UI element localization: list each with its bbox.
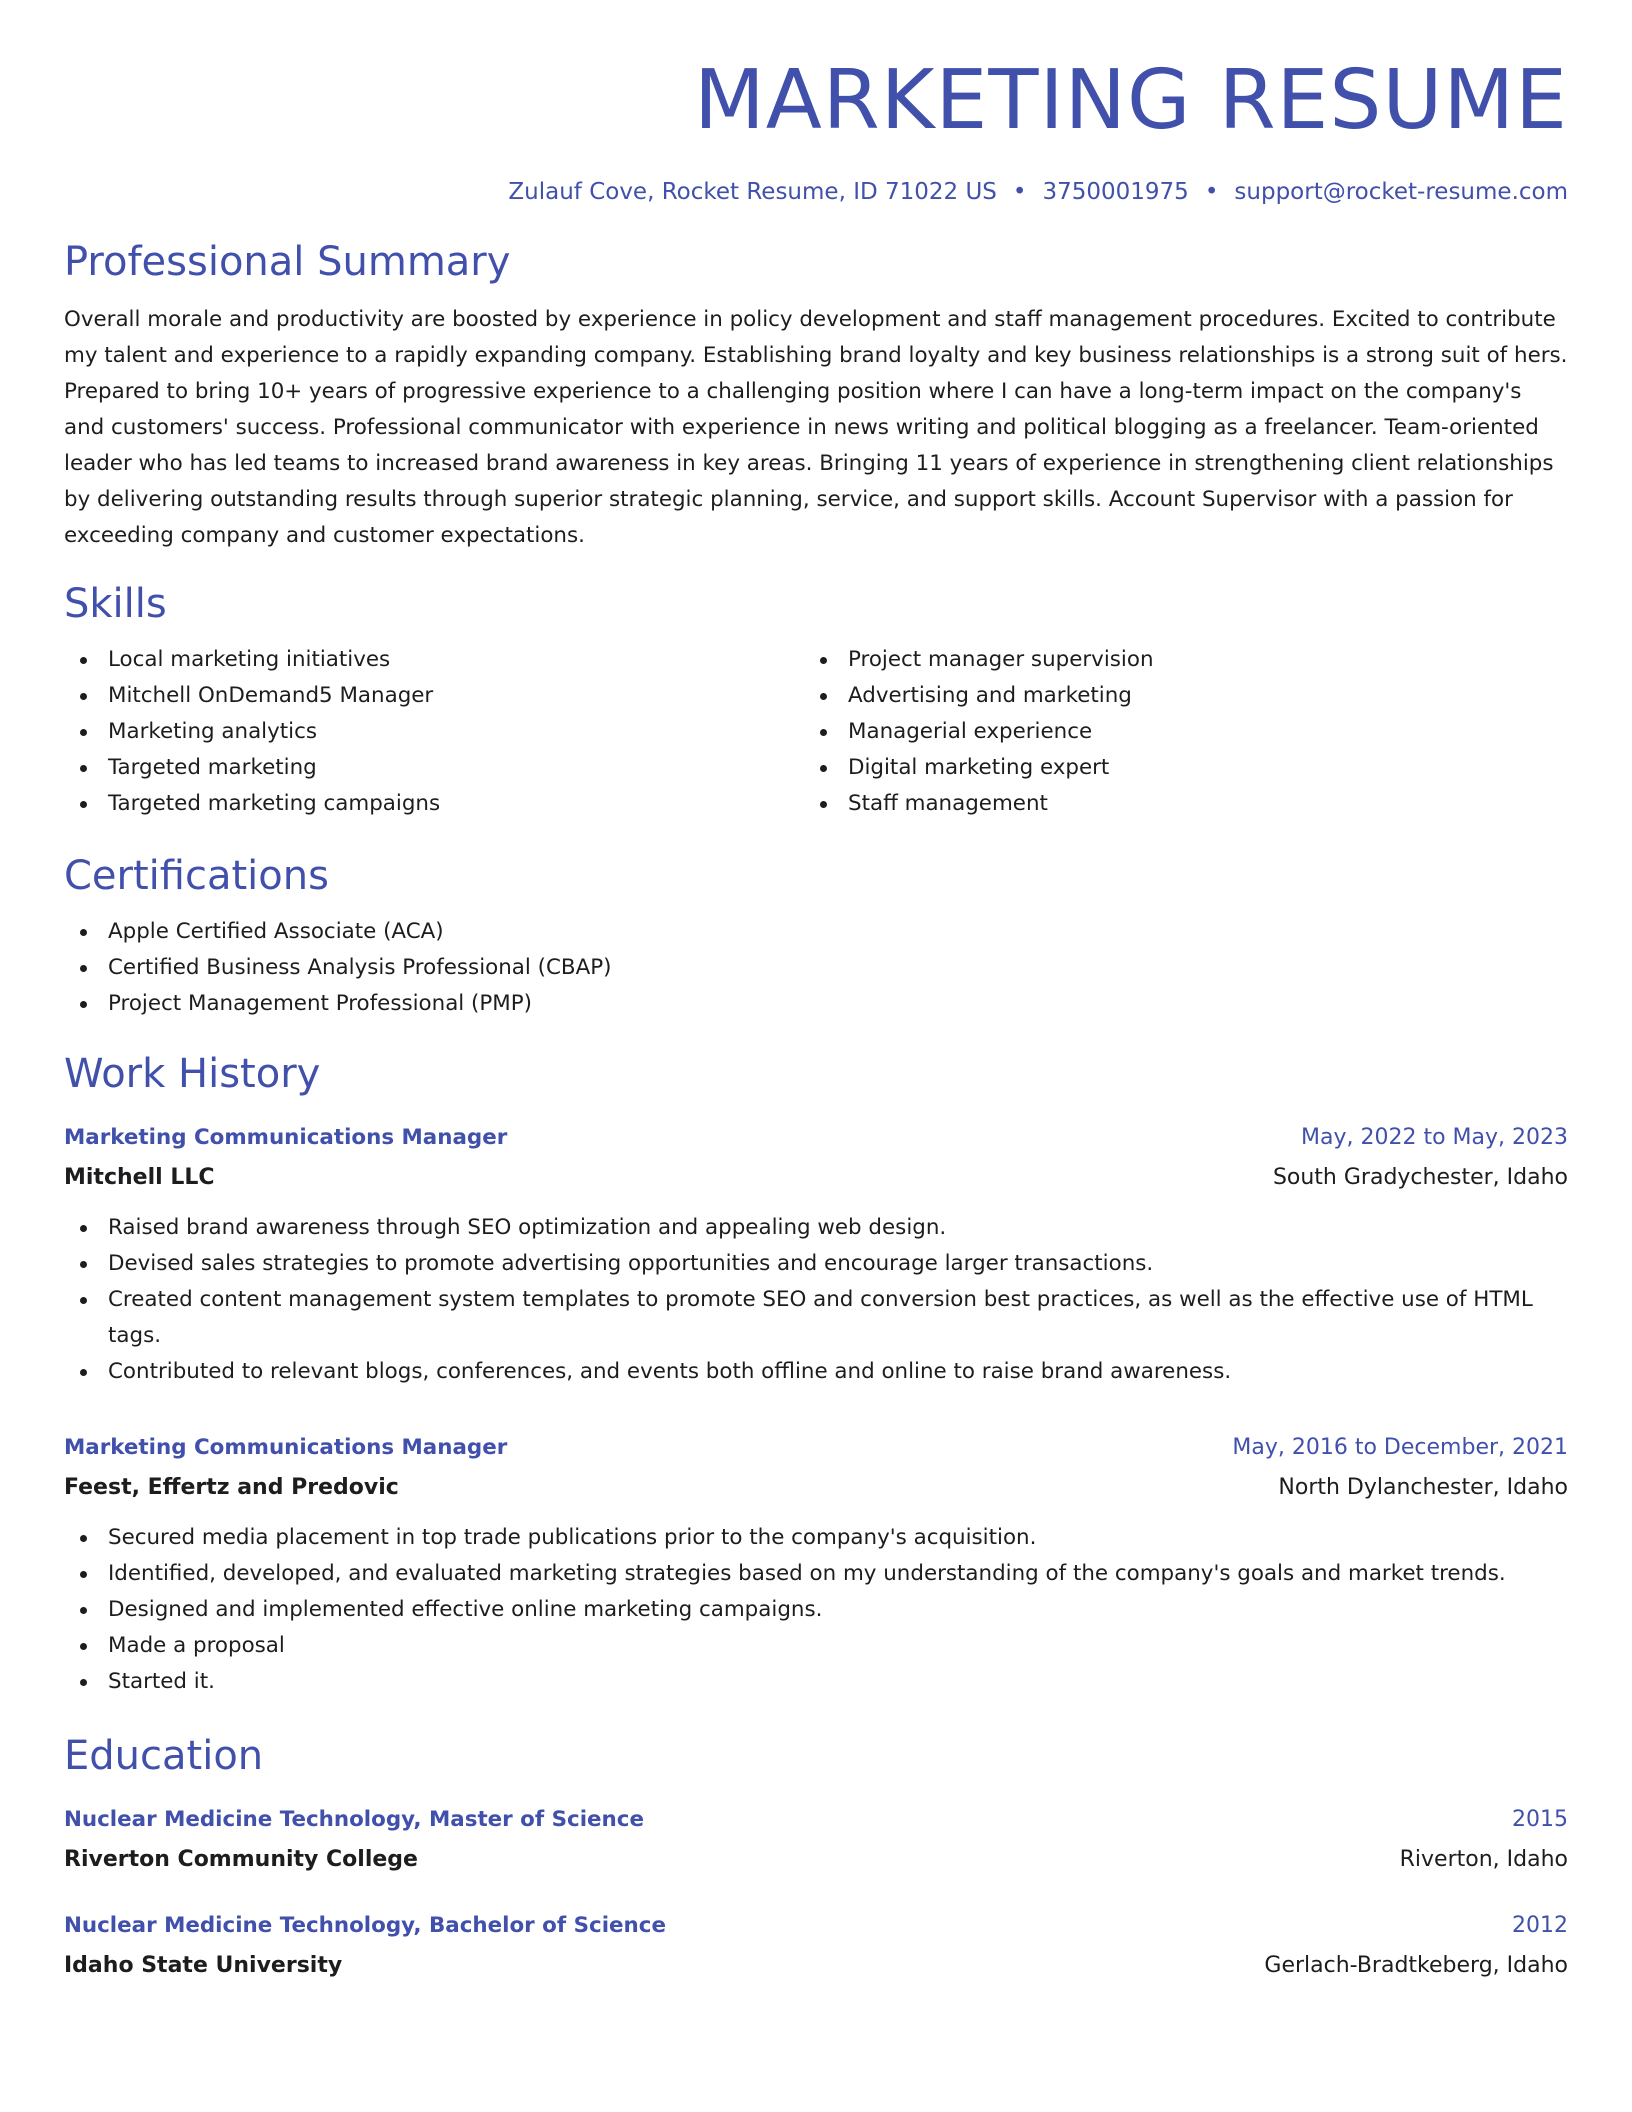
job-bullet: Designed and implemented effective online marketing campaigns. xyxy=(64,1592,1568,1628)
skill-item: Digital marketing expert xyxy=(804,750,1544,786)
certifications-list xyxy=(64,914,1568,1022)
education-school-row xyxy=(64,1944,1568,1984)
job-company: Feest, Effertz and Predovic xyxy=(64,1475,399,1500)
skills-column-right xyxy=(804,642,1544,822)
contact-separator: • xyxy=(1204,179,1219,205)
education-location: Riverton, Idaho xyxy=(1399,1847,1568,1872)
job-company-row xyxy=(64,1156,1568,1196)
education-school: Riverton Community College xyxy=(64,1847,418,1872)
skills-list-left xyxy=(64,642,804,822)
education-degree-row xyxy=(64,1908,1568,1944)
contact-address: Zulauf Cove, Rocket Resume, ID 71022 US xyxy=(508,179,997,205)
skill-item: Targeted marketing campaigns xyxy=(64,786,804,822)
resume-header xyxy=(64,52,1568,208)
job-company-row xyxy=(64,1466,1568,1506)
contact-separator: • xyxy=(1012,179,1027,205)
skills-heading: Skills xyxy=(64,581,167,627)
education-school-row xyxy=(64,1838,1568,1878)
education-degree: Nuclear Medicine Technology, Master of Science xyxy=(64,1807,644,1832)
contact-email[interactable]: support@rocket-resume.com xyxy=(1234,179,1568,205)
job-bullet: Raised brand awareness through SEO optimization and appealing web design. xyxy=(64,1210,1568,1246)
resume-title: MARKETING RESUME xyxy=(693,53,1568,148)
certification-item: Project Management Professional (PMP) xyxy=(64,986,1568,1022)
skill-item: Project manager supervision xyxy=(804,642,1544,678)
job-role: Marketing Communications Manager xyxy=(64,1435,508,1460)
job-bullet: Contributed to relevant blogs, conferences, and events both offline and online to raise brand awareness. xyxy=(64,1354,1568,1390)
education-year: 2015 xyxy=(1512,1807,1568,1832)
job-dates: May, 2022 to May, 2023 xyxy=(1301,1125,1568,1150)
skill-item: Advertising and marketing xyxy=(804,678,1544,714)
job-location: North Dylanchester, Idaho xyxy=(1278,1475,1568,1500)
job-dates: May, 2016 to December, 2021 xyxy=(1232,1435,1568,1460)
skills-grid xyxy=(64,642,1568,822)
skill-item: Mitchell OnDemand5 Manager xyxy=(64,678,804,714)
skill-item: Staff management xyxy=(804,786,1544,822)
job-entry xyxy=(64,1430,1568,1700)
education-year: 2012 xyxy=(1512,1913,1568,1938)
certification-item: Certified Business Analysis Professional (CBAP) xyxy=(64,950,1568,986)
job-bullet: Devised sales strategies to promote advertising opportunities and encourage larger transactions. xyxy=(64,1246,1568,1282)
skills-column-left xyxy=(64,642,804,822)
education-degree-row xyxy=(64,1802,1568,1838)
summary-heading: Professional Summary xyxy=(64,239,511,285)
work-history-heading: Work History xyxy=(64,1051,321,1097)
education-location: Gerlach-Bradtkeberg, Idaho xyxy=(1264,1953,1568,1978)
job-entry xyxy=(64,1120,1568,1390)
job-title-row xyxy=(64,1120,1568,1156)
contact-line xyxy=(64,176,1568,208)
job-bullets xyxy=(64,1210,1568,1390)
job-company: Mitchell LLC xyxy=(64,1165,215,1190)
job-bullet: Made a proposal xyxy=(64,1628,1568,1664)
certifications-heading: Certifications xyxy=(64,853,329,899)
summary-text: Overall morale and productivity are boosted by experience in policy development and staff management procedures. Excited to contribute my talent and experience to a rapidly expanding company. Establishing brand loyalty and key business relationships is a strong suit of hers. Prepared to bring 10+ years of progressive experience to a challenging position where I can have a long-term impact on the company's and customers' success. Professional communicator with experience in news writing and political blogging as a freelancer. Team-oriented leader who has led teams to increased brand awareness in key areas. Bringing 11 years of experience in strengthening client relationships by delivering outstanding results through superior strategic planning, service, and support skills. Account Supervisor with a passion for exceeding company and customer expectations. xyxy=(64,307,1568,548)
job-location: South Gradychester, Idaho xyxy=(1272,1165,1568,1190)
job-bullet: Created content management system templates to promote SEO and conversion best practices, as well as the effective use of HTML tags. xyxy=(64,1282,1568,1354)
skill-item: Local marketing initiatives xyxy=(64,642,804,678)
skills-list-right xyxy=(804,642,1544,822)
skill-item: Targeted marketing xyxy=(64,750,804,786)
contact-phone[interactable]: 3750001975 xyxy=(1042,179,1189,205)
certification-item: Apple Certified Associate (ACA) xyxy=(64,914,1568,950)
skill-item: Managerial experience xyxy=(804,714,1544,750)
education-entry xyxy=(64,1802,1568,1878)
skill-item: Marketing analytics xyxy=(64,714,804,750)
education-degree: Nuclear Medicine Technology, Bachelor of Science xyxy=(64,1913,666,1938)
job-bullet: Started it. xyxy=(64,1664,1568,1700)
job-title-row xyxy=(64,1430,1568,1466)
education-school: Idaho State University xyxy=(64,1953,343,1978)
job-role: Marketing Communications Manager xyxy=(64,1125,508,1150)
education-entry xyxy=(64,1908,1568,1984)
job-bullet: Secured media placement in top trade publications prior to the company's acquisition. xyxy=(64,1520,1568,1556)
education-heading: Education xyxy=(64,1733,264,1779)
job-bullets xyxy=(64,1520,1568,1700)
job-bullet: Identified, developed, and evaluated marketing strategies based on my understanding of the company's goals and market trends. xyxy=(64,1556,1568,1592)
